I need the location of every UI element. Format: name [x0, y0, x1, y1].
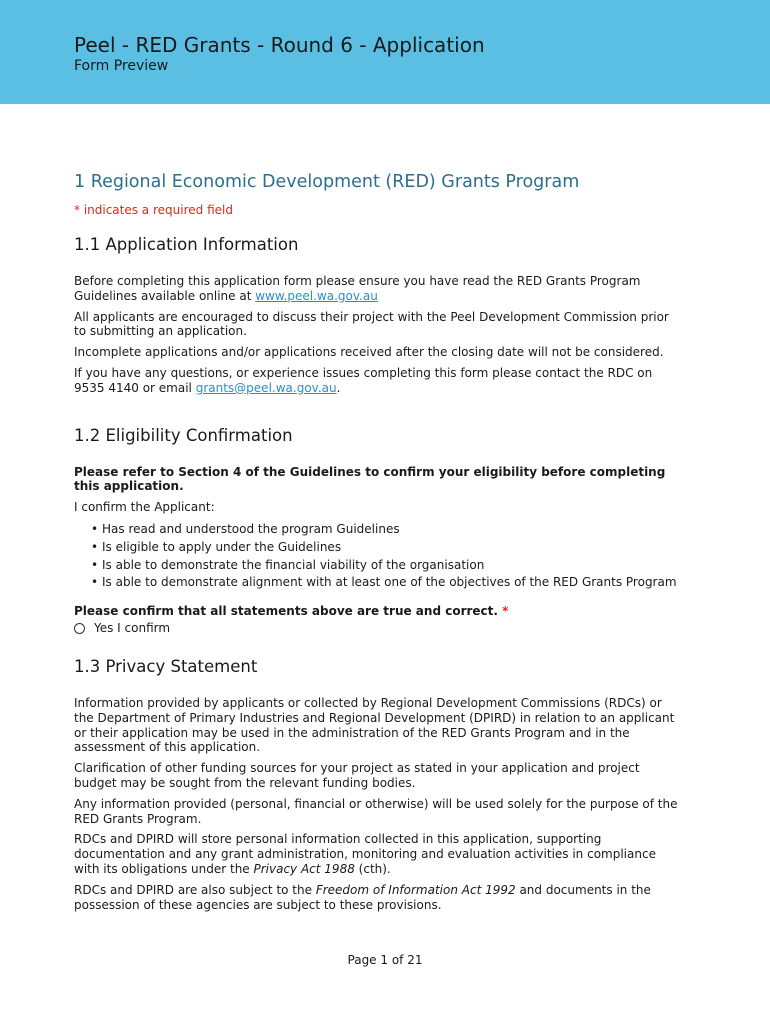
page-number: Page 1 of 21	[347, 953, 423, 967]
paragraph-text: If you have any questions, or experience issues completing this form please contact the RDC on 9535 4140 or email	[74, 365, 653, 395]
paragraph-text: RDCs and DPIRD will store personal information collected in this application, supporting documentation and any grant administration, monitoring and evaluation activities in compliance with its obligations under the	[74, 832, 656, 876]
bullet-icon: •	[91, 539, 99, 554]
list-item	[74, 558, 684, 573]
act-name: Privacy Act 1988	[253, 861, 355, 876]
list-item-text: Is able to demonstrate alignment with at least one of the objectives of the RED Grants Program	[102, 575, 677, 590]
question-text: Please confirm that all statements above are true and correct.	[74, 604, 498, 619]
paragraph	[74, 366, 684, 396]
radio-button[interactable]	[74, 623, 85, 634]
radio-label: Yes I confirm	[94, 620, 171, 635]
act-name: Freedom of Information Act 1992	[315, 882, 516, 897]
bullet-icon: •	[91, 521, 99, 536]
list-item	[74, 522, 684, 537]
header-banner	[0, 0, 770, 104]
confirm-question	[74, 604, 684, 619]
paragraph: All applicants are encouraged to discuss their project with the Peel Development Commission prior to submitting an application.	[74, 309, 669, 339]
list-item-text: Has read and understood the program Guidelines	[102, 521, 400, 536]
peel-website-link[interactable]: www.peel.wa.gov.au	[255, 288, 378, 303]
eligibility-confirmation-heading: 1.2 Eligibility Confirmation	[74, 425, 293, 445]
form-content	[74, 170, 684, 918]
confirm-intro: I confirm the Applicant:	[74, 500, 215, 515]
paragraph	[74, 883, 684, 913]
list-item	[74, 540, 684, 555]
paragraph-text: and documents in the possession of these agencies are subject to these provisions.	[74, 882, 651, 912]
form-subtitle: Form Preview	[74, 58, 169, 74]
application-information-body	[74, 274, 684, 396]
list-item	[74, 575, 684, 590]
list-item-text: Is able to demonstrate the financial viability of the organisation	[102, 557, 485, 572]
form-title: Peel - RED Grants - Round 6 - Application	[74, 33, 485, 57]
eligibility-instruction: Please refer to Section 4 of the Guidelines to confirm your eligibility before completing this application.	[74, 464, 666, 494]
paragraph-text: (cth).	[354, 861, 391, 876]
section-heading: 1 Regional Economic Development (RED) Grants Program	[74, 172, 580, 192]
paragraph	[74, 832, 684, 876]
confirmation-list	[74, 522, 684, 590]
paragraph-text: .	[336, 380, 341, 395]
required-field-note: * indicates a required field	[74, 203, 233, 217]
paragraph: Information provided by applicants or collected by Regional Development Commissions (RDCs) or the Department of Primary Industries and Regional Development (DPIRD) in relation to an applicant or their application may be used in the administration of the RED Grants Program and in the assessment of this application.	[74, 695, 675, 755]
bullet-icon: •	[91, 557, 99, 572]
privacy-statement-heading: 1.3 Privacy Statement	[74, 656, 258, 676]
bullet-icon: •	[91, 575, 99, 590]
paragraph: Any information provided (personal, financial or otherwise) will be used solely for the purpose of the RED Grants Program.	[74, 796, 678, 826]
yes-confirm-option[interactable]	[74, 621, 684, 636]
application-information-heading: 1.1 Application Information	[74, 235, 299, 254]
list-item-text: Is eligible to apply under the Guidelines	[102, 539, 342, 554]
paragraph: Incomplete applications and/or applications received after the closing date will not be considered.	[74, 345, 664, 360]
paragraph-text: RDCs and DPIRD are also subject to the	[74, 882, 316, 897]
grants-email-link[interactable]: grants@peel.wa.gov.au	[195, 380, 337, 395]
required-star: *	[502, 604, 509, 619]
paragraph-text: Before completing this application form please ensure you have read the RED Grants Program Guidelines available online at	[74, 274, 641, 303]
privacy-body	[74, 696, 684, 912]
eligibility-body	[74, 465, 684, 636]
paragraph: Clarification of other funding sources for your project as stated in your application and project budget may be sought from the relevant funding bodies.	[74, 761, 640, 790]
paragraph	[74, 274, 684, 304]
